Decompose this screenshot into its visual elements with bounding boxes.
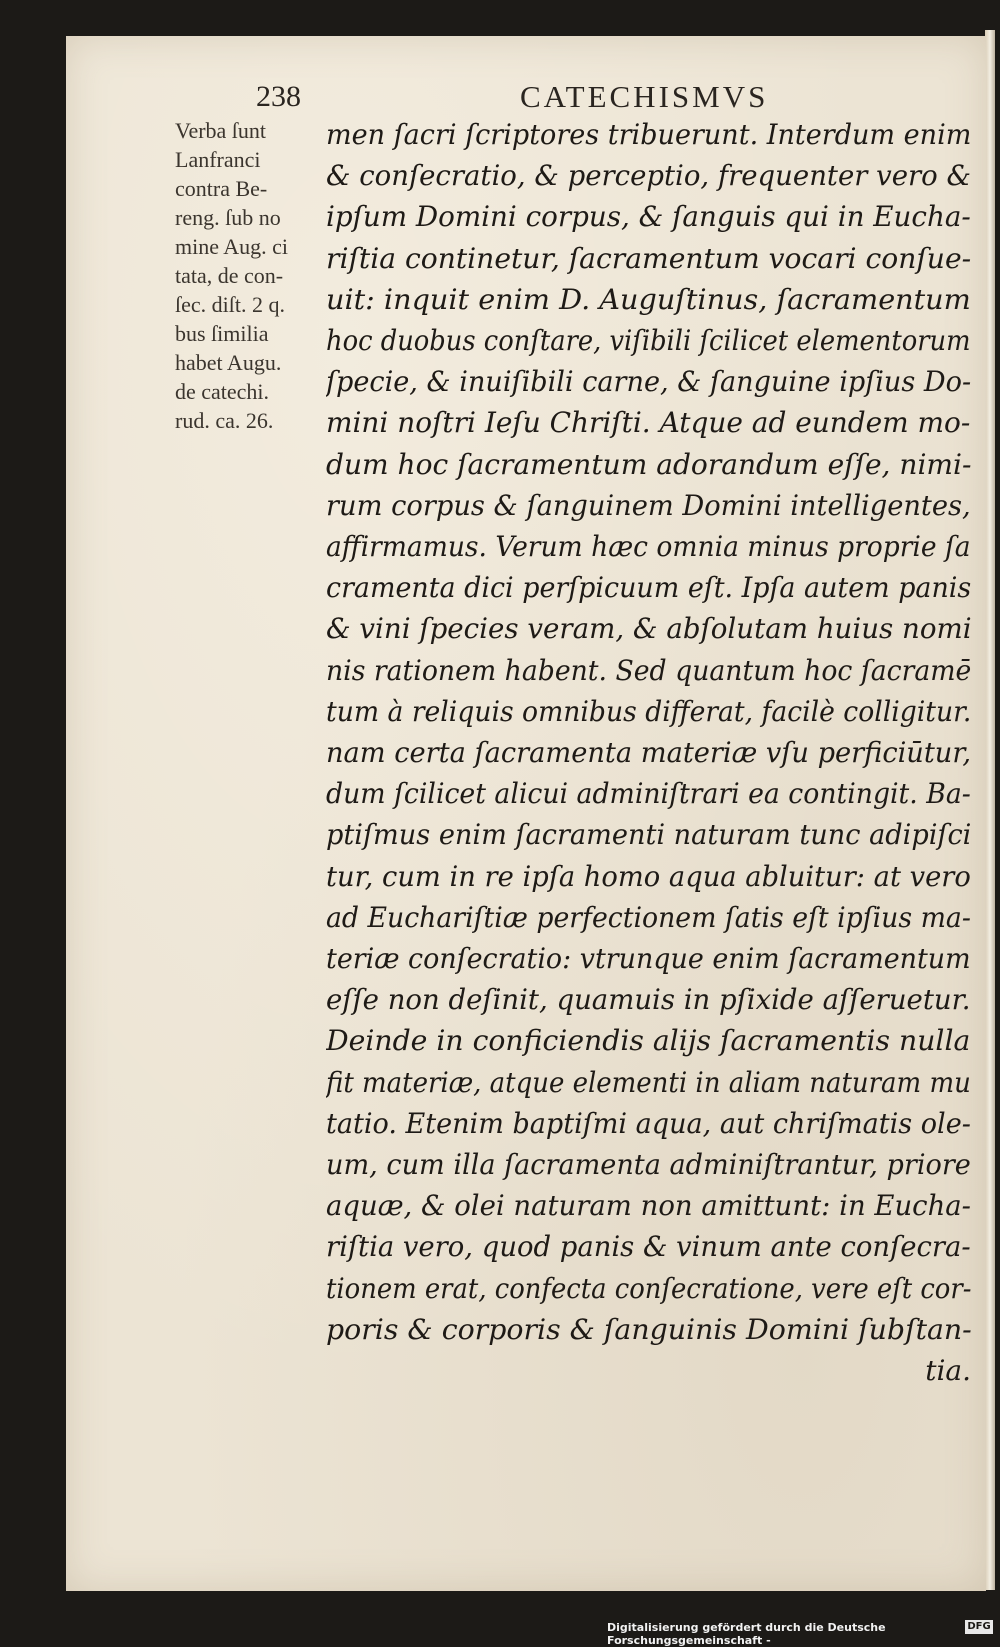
text-line: & conſecratio, & perceptio, frequenter vero &: [326, 159, 971, 193]
text-line: um, cum illa ſacramenta adminiſtrantur, priore: [326, 1148, 971, 1182]
text-line: uit: inquit enim D. Auguſtinus, ſacramentum: [326, 282, 971, 316]
text-line: nam certa ſacramenta materiæ vſu perficiūtur,: [326, 736, 972, 770]
marginal-note-line: habet Augu.: [175, 350, 282, 375]
text-line: affirmamus. Verum hæc omnia minus proprie ſa: [326, 530, 971, 564]
page-number: 238: [256, 80, 301, 113]
marginal-note-line: de catechi.: [175, 379, 270, 404]
text-line: tionem erat, confecta conſecratione, vere eſt cor-: [326, 1271, 972, 1305]
text-line: poris & corporis & ſanguinis Domini ſubſtan-: [326, 1312, 972, 1346]
text-line: eſſe non deſinit, quamuis in pſixide aſſeruetur.: [326, 983, 971, 1017]
text-line: ſpecie, & inuiſibili carne, & ſanguine ipſius Do-: [326, 365, 971, 399]
text-line: ipſum Domini corpus, & ſanguis qui in Eucha-: [326, 200, 971, 234]
text-line: men ſacri ſcriptores tribuerunt. Interdum enim: [326, 118, 972, 151]
dfg-logo: DFG: [965, 1620, 993, 1634]
text-line: rum corpus & ſanguinem Domini intelligentes,: [326, 488, 971, 522]
text-line: ad Euchariſtiæ perfectionem ſatis eſt ipſius ma-: [326, 900, 971, 934]
text-line: aquæ, & olei naturam non amittunt: in Eucha-: [326, 1189, 971, 1223]
text-line: tum à reliquis omnibus differat, facilè colligitur.: [326, 694, 972, 728]
text-line: tur, cum in re ipſa homo aqua abluitur: at vero: [326, 859, 971, 893]
text-line: riſtia vero, quod panis & vinum ante conſecra-: [326, 1230, 971, 1264]
marginal-note: [175, 116, 325, 435]
text-line: dum hoc ſacramentum adorandum eſſe, nimi-: [326, 447, 972, 481]
marginal-note-line: mine Aug. ci: [175, 234, 289, 259]
text-line: cramenta dici perſpicuum eſt. Ipſa autem panis: [326, 571, 971, 605]
body-text: [326, 114, 981, 1391]
marginal-note-line: rud. ca. 26.: [175, 408, 274, 433]
text-line: mini noſtri Ieſu Chriſti. Atque ad eundem mo-: [326, 406, 971, 440]
catchword: tia.: [925, 1354, 971, 1388]
running-title: CATECHISMVS: [520, 79, 769, 114]
marginal-note-line: contra Be-: [175, 176, 268, 201]
text-line: riſtia continetur, ſacramentum vocari conſue-: [326, 241, 971, 275]
text-line: Deinde in conficiendis alijs ſacramentis nulla: [326, 1024, 971, 1058]
marginal-note-line: ſec. diſt. 2 q.: [175, 292, 285, 317]
marginal-note-line: bus ſimilia: [175, 321, 269, 346]
marginal-note-line: tata, de con-: [175, 263, 284, 288]
text-line: nis rationem habent. Sed quantum hoc ſacramē: [326, 653, 972, 687]
marginal-note-line: reng. ſub no: [175, 205, 281, 230]
text-line: & vini ſpecies veram, & abſolutam huius nomi: [326, 612, 972, 646]
text-line: hoc duobus conſtare, viſibili ſcilicet elementorum: [326, 324, 971, 358]
text-line: dum ſcilicet alicui adminiſtrari ea contingit. Ba-: [326, 777, 971, 811]
text-line: fit materiæ, atque elementi in aliam naturam mu: [326, 1065, 971, 1099]
text-line: ptiſmus enim ſacramenti naturam tunc adipiſci: [326, 818, 972, 852]
digitization-credit: Digitalisierung gefördert durch die Deutsche Forschungsgemeinschaft -: [607, 1621, 886, 1647]
marginal-note-line: Verba ſunt: [175, 118, 267, 143]
marginal-note-line: Lanfranci: [175, 147, 261, 172]
text-line: tatio. Etenim baptiſmi aqua, aut chriſmatis ole-: [326, 1106, 971, 1140]
book-edge: [985, 30, 995, 1590]
text-line: teriæ conſecratio: vtrunque enim ſacramentum: [326, 942, 971, 976]
